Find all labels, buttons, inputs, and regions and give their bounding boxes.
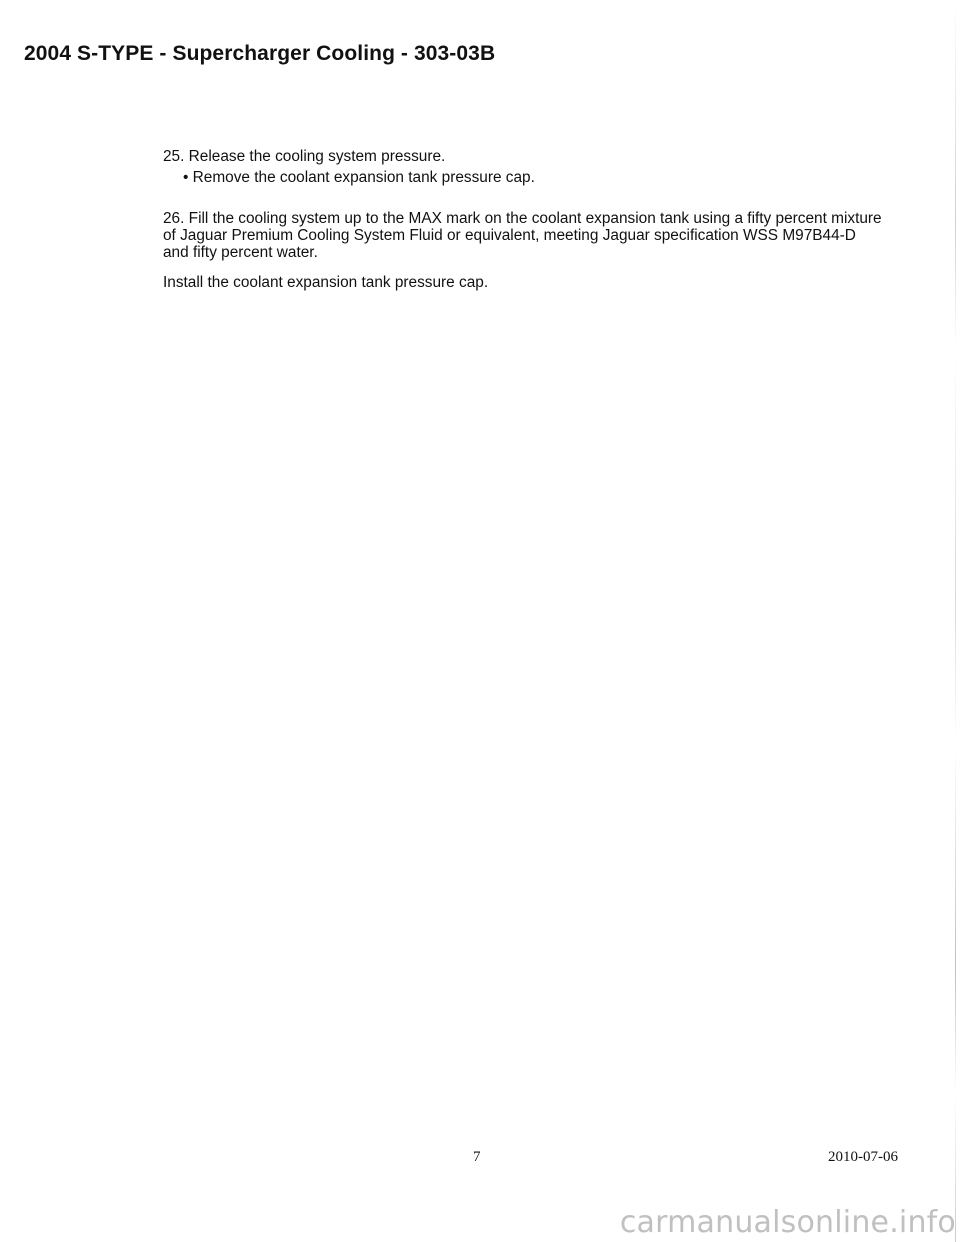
step-25-bullet: • Remove the coolant expansion tank pressure cap. xyxy=(183,169,535,186)
scan-edge-line xyxy=(955,0,956,1242)
install-instruction: Install the coolant expansion tank pressure cap. xyxy=(163,274,489,291)
page-title: 2004 S-TYPE - Supercharger Cooling - 303-03B xyxy=(24,42,496,65)
step-25: 25. Release the cooling system pressure. xyxy=(163,148,446,165)
step-26: 26. Fill the cooling system up to the MAX mark on the coolant expansion tank using a fifty percent mixture of Jaguar Premium Cooling System Fluid or equivalent, meeting Jaguar specification WSS M97B44-D and fifty percent water. xyxy=(163,210,882,261)
watermark: carmanualsonline.info xyxy=(619,1205,956,1240)
page-number: 7 xyxy=(473,1149,481,1165)
page-date: 2010-07-06 xyxy=(828,1149,898,1165)
procedure-content xyxy=(163,148,883,291)
